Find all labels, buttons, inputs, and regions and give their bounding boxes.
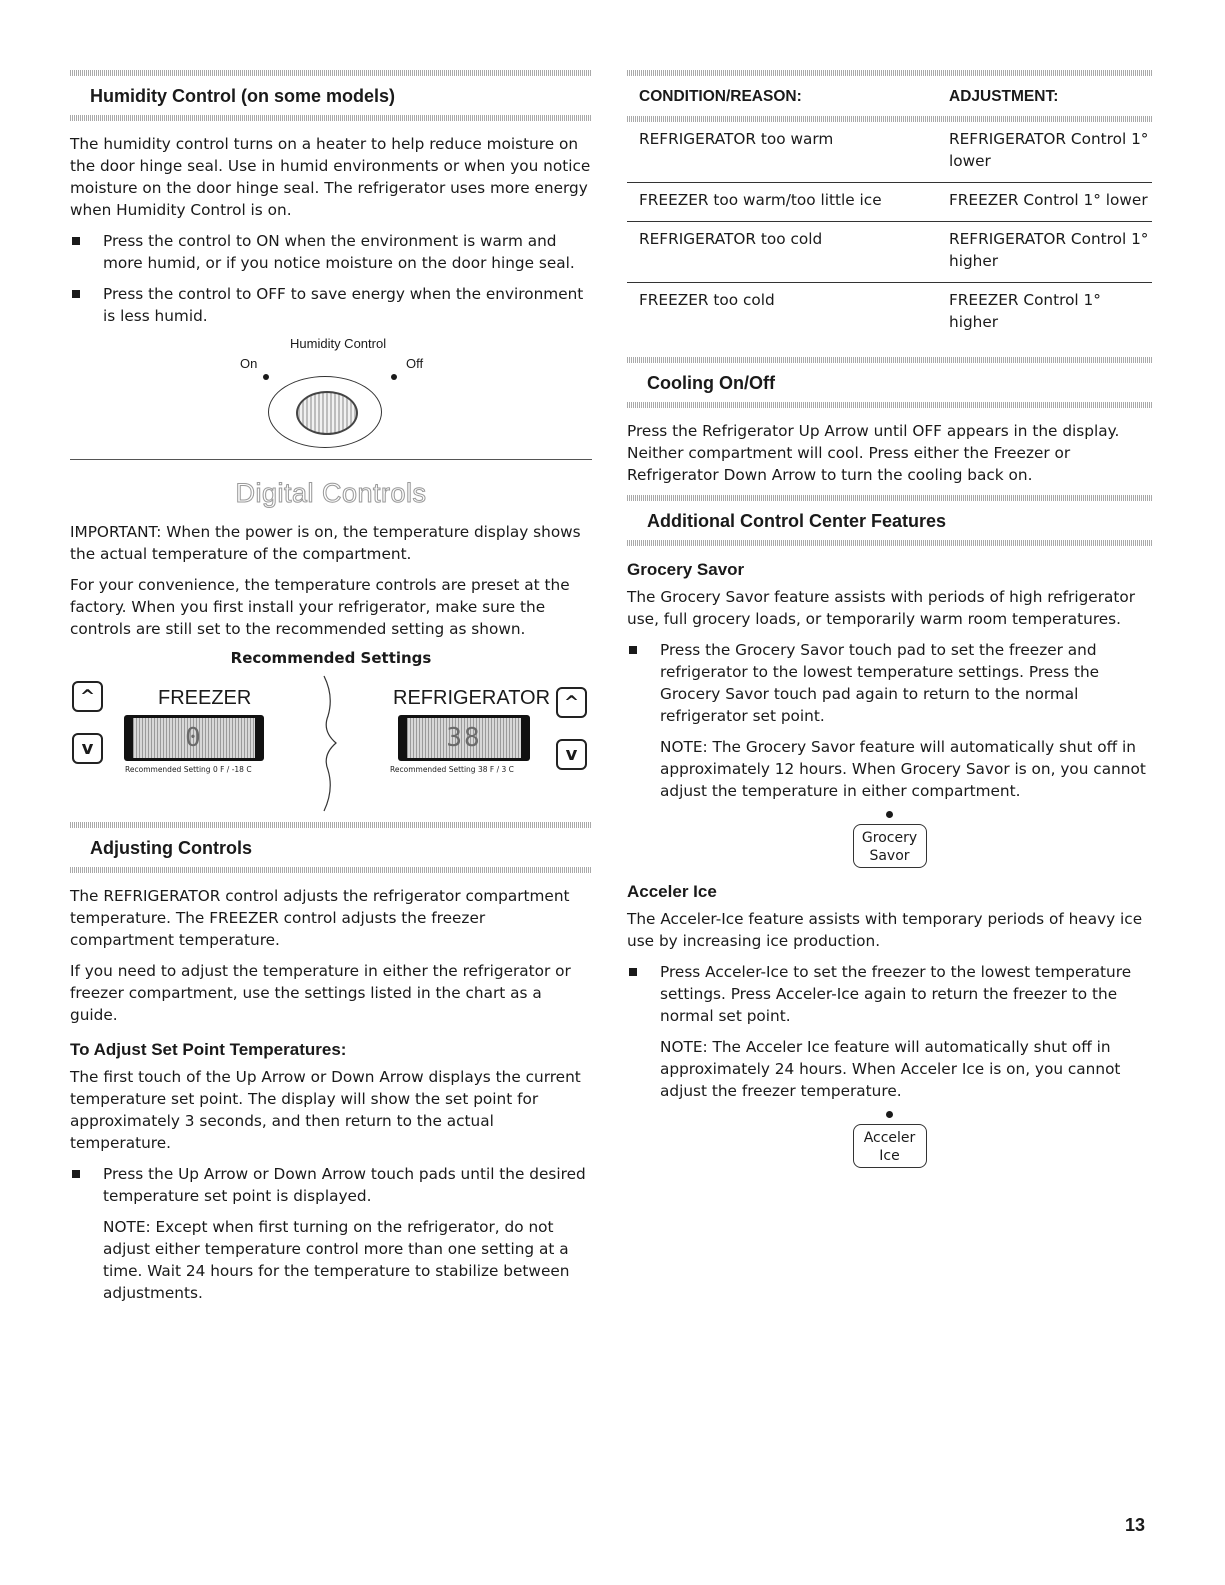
adjusting-bullets — [70, 1163, 592, 1207]
acceler-ice-heading: Acceler Ice — [627, 882, 717, 901]
right-column — [627, 70, 1152, 1176]
list-item: Press the Up Arrow or Down Arrow touch pads until the desired temperature set point is displayed. — [70, 1163, 592, 1207]
humidity-toggle-button[interactable] — [296, 391, 358, 435]
humidity-bullets — [70, 230, 592, 327]
adjusting-section-header — [70, 822, 592, 873]
table-row: REFRIGERATOR too cold REFRIGERATOR Control 1° higher — [627, 222, 1152, 283]
indicator-dot-icon — [886, 811, 893, 818]
list-item: Press the control to OFF to save energy when the environment is less humid. — [70, 283, 592, 327]
additional-section-header — [627, 495, 1152, 546]
table-row: REFRIGERATOR too warm REFRIGERATOR Control 1° lower — [627, 122, 1152, 183]
hatch-divider — [70, 867, 592, 873]
indicator-dot-icon — [886, 1111, 893, 1118]
set-point-subheading: To Adjust Set Point Temperatures: — [70, 1040, 347, 1059]
acceler-ice-text: The Acceler-Ice feature assists with temporary periods of heavy ice use by increasing ice production. — [627, 910, 1143, 950]
panel-divider-brace — [316, 671, 346, 816]
freezer-down-arrow-button[interactable] — [72, 733, 103, 764]
table-header-row — [627, 76, 1152, 116]
refrigerator-temperature-display — [398, 715, 530, 761]
adjusting-title: Adjusting Controls — [90, 838, 252, 858]
bullet-square-icon — [72, 1170, 80, 1178]
refrigerator-down-arrow-button[interactable] — [556, 739, 587, 770]
list-item: Press the control to ON when the environment is warm and more humid, or if you notice moisture on the door hinge seal. — [70, 230, 592, 274]
freezer-label: FREEZER — [158, 687, 252, 709]
acceler-bullets — [627, 961, 1152, 1027]
humidity-off-label: Off — [406, 356, 424, 371]
humidity-intro: The humidity control turns on a heater to help reduce moisture on the door hinge seal. Use in humid environments or when you notice moisture on the door hinge seal. The refrigerator uses more energy when Humidity Control is on. — [70, 135, 591, 219]
bullet-square-icon — [72, 237, 80, 245]
left-column — [70, 70, 592, 1313]
chevron-up-icon: ^ — [79, 685, 96, 707]
refrigerator-recommended-setting: Recommended Setting 38 F / 3 C — [390, 765, 514, 774]
acceler-ice-note: NOTE: The Acceler Ice feature will automatically shut off in approximately 24 hours. When Acceler Ice is on, you cannot adjust the freezer temperature. — [660, 1038, 1121, 1100]
grocery-bullets — [627, 639, 1152, 727]
grocery-savor-text: The Grocery Savor feature assists with periods of high refrigerator use, full grocery loads, or temporarily warm room temperatures. — [627, 588, 1136, 628]
condition-header: CONDITION/REASON: — [639, 88, 802, 105]
freezer-recommended-setting: Recommended Setting 0 F / -18 C — [125, 765, 252, 774]
adjusting-text-2: If you need to adjust the temperature in either the refrigerator or freezer compartment, use the settings listed in the chart as a guide. — [70, 962, 571, 1024]
recommended-settings-heading: Recommended Settings — [230, 649, 432, 667]
adjusting-text-1: The REFRIGERATOR control adjusts the refrigerator compartment temperature. The FREEZER control adjusts the freezer compartment temperature. — [70, 887, 570, 949]
adjustment-header: ADJUSTMENT: — [949, 88, 1059, 105]
digital-preset-text: For your convenience, the temperature controls are preset at the factory. When you first install your refrigerator, make sure the controls are still set to the recommended setting as shown. — [70, 576, 570, 638]
humidity-figure-title: Humidity Control — [290, 336, 387, 351]
list-item: Press Acceler-Ice to set the freezer to the lowest temperature settings. Press Acceler-Ice again to return the freezer to the normal set point. — [627, 961, 1152, 1027]
humidity-on-label: On — [240, 356, 258, 371]
acceler-ice-button[interactable]: Acceler Ice — [853, 1124, 927, 1168]
chevron-down-icon: v — [565, 743, 578, 765]
list-item: Press the Grocery Savor touch pad to set the freezer and refrigerator to the lowest temperature settings. Press the Grocery Savor touch pad again to return to the normal refrigerator set point. — [627, 639, 1152, 727]
cooling-text: Press the Refrigerator Up Arrow until OFF appears in the display. Neither compartment will cool. Press either the Freezer or Refrigerator Down Arrow to turn the cooling back on. — [627, 422, 1120, 484]
adjusting-note: NOTE: Except when first turning on the refrigerator, do not adjust either temperature control more than one setting at a time. Wait 24 hours for the temperature to stabilize between adjustments. — [103, 1218, 570, 1302]
additional-title: Additional Control Center Features — [647, 511, 947, 531]
bullet-square-icon — [72, 290, 80, 298]
section-rule — [70, 459, 592, 460]
humidity-title: Humidity Control (on some models) — [90, 86, 396, 106]
refrigerator-up-arrow-button[interactable] — [556, 687, 587, 718]
humidity-control-figure — [70, 336, 592, 451]
bullet-square-icon — [629, 646, 637, 654]
digital-controls-title: Digital Controls — [235, 478, 427, 508]
freezer-display-value: 0 — [185, 723, 203, 753]
grocery-savor-heading: Grocery Savor — [627, 560, 745, 579]
off-indicator-dot-icon — [391, 374, 397, 380]
on-indicator-dot-icon — [263, 374, 269, 380]
chevron-down-icon: v — [81, 737, 94, 759]
grocery-savor-button[interactable]: Grocery Savor — [853, 824, 927, 868]
cooling-section-header — [627, 357, 1152, 408]
acceler-ice-figure — [627, 1111, 1152, 1168]
adjustment-table — [627, 76, 1152, 343]
freezer-up-arrow-button[interactable] — [72, 681, 103, 712]
hatch-divider — [627, 540, 1152, 546]
control-panel-figure — [70, 671, 592, 816]
hatch-divider — [70, 115, 592, 121]
table-row: FREEZER too warm/too little ice FREEZER Control 1° lower — [627, 183, 1152, 222]
grocery-savor-figure — [627, 811, 1152, 868]
digital-important-text: IMPORTANT: When the power is on, the temperature display shows the actual temperature of the compartment. — [70, 523, 581, 563]
hatch-divider — [627, 402, 1152, 408]
freezer-temperature-display — [124, 715, 264, 761]
grocery-savor-note: NOTE: The Grocery Savor feature will automatically shut off in approximately 12 hours. When Grocery Savor is on, you cannot adjust the temperature in either compartment. — [660, 738, 1146, 800]
table-row: FREEZER too cold FREEZER Control 1° higher — [639, 291, 1101, 331]
cooling-title: Cooling On/Off — [647, 373, 775, 393]
bullet-square-icon — [629, 968, 637, 976]
page-number: 13 — [1125, 1515, 1146, 1535]
refrigerator-display-value: 38 — [446, 723, 482, 753]
chevron-up-icon: ^ — [563, 691, 580, 713]
refrigerator-label: REFRIGERATOR — [393, 687, 551, 709]
set-point-text: The first touch of the Up Arrow or Down Arrow displays the current temperature set point. The display will show the set point for approximately 3 seconds, and then return to the actual temperature. — [70, 1068, 581, 1152]
humidity-section-header — [70, 70, 592, 121]
